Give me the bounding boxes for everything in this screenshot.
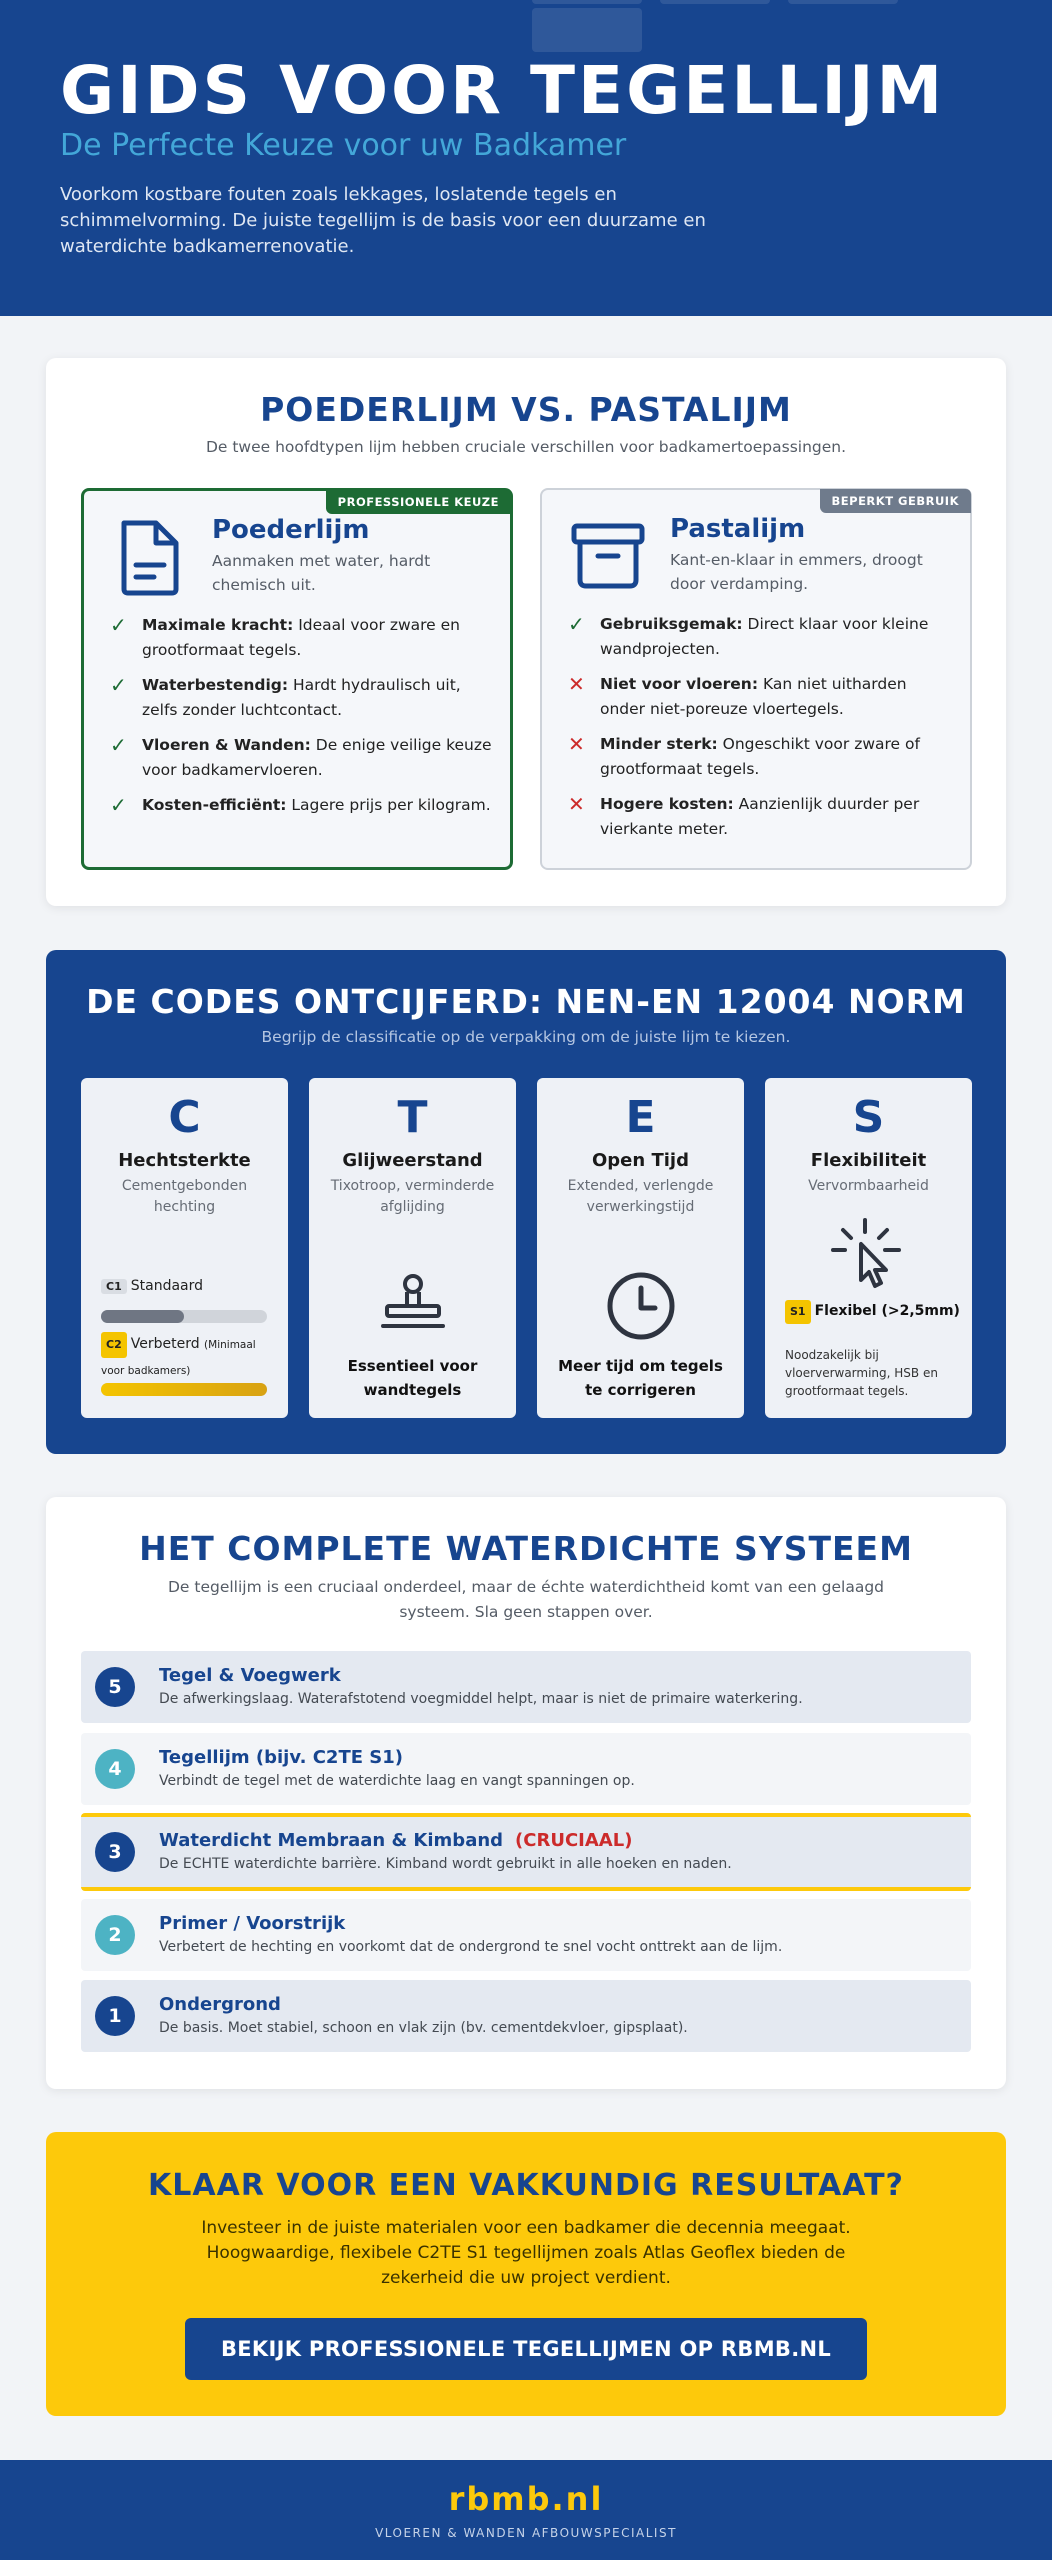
code-sub: Vervormbaarheid [808, 1178, 929, 1194]
layer-desc: De ECHTE waterdichte barrière. Kimband wordt gebruikt in alle hoeken en naden. [159, 1856, 732, 1872]
poederlijm-title: Poederlijm [212, 515, 370, 545]
list-item: ✓ Gebruiksgemak: Direct klaar voor kleine wandprojecten. [568, 612, 929, 658]
code-name: Glijweerstand [342, 1150, 483, 1171]
list-item: ✕ Minder sterk: Ongeschikt voor zware of grootformaat tegels. [568, 732, 920, 778]
code-card-t [309, 1078, 516, 1418]
layer-title: Ondergrond [159, 1994, 281, 2015]
list-item: ✓ Kosten-efficiënt: Lagere prijs per kilogram. [110, 793, 491, 817]
code-card-e [537, 1078, 744, 1418]
list-item: ✓ Waterbestendig: Hardt hydraulisch uit, zelfs zonder luchtcontact. [110, 673, 461, 719]
footer [0, 2460, 1052, 2560]
layer-1 [81, 1980, 971, 2052]
c1-row [101, 1278, 203, 1294]
cross-icon: ✕ [568, 792, 585, 816]
check-icon: ✓ [110, 613, 127, 637]
s1-desc: Noodzakelijk bij vloerverwarming, HSB en grootformaat tegels. [785, 1348, 938, 1398]
check-icon: ✓ [110, 733, 127, 757]
intro-text: Voorkom kostbare fouten zoals lekkages, loslatende tegels en schimmelvorming. De juiste tegellijm is de basis voor een duurzame en waterdichte badkamerrenovatie. [60, 184, 706, 257]
layer-4 [81, 1733, 971, 1805]
cta-title: KLAAR VOOR EEN VAKKUNDIG RESULTAAT? [148, 2168, 904, 2203]
c2-tag: C2 [101, 1332, 127, 1358]
pastalijm-list [564, 612, 954, 852]
cta-button[interactable]: BEKIJK PROFESSIONELE TEGELLIJMEN OP RBMB.NL [185, 2318, 867, 2380]
code-sub: Tixotroop, verminderde afglijding [330, 1178, 495, 1215]
layer-desc: Verbetert de hechting en voorkomt dat de ondergrond te snel vocht onttrekt aan de lijm. [159, 1939, 783, 1955]
codes-section [46, 950, 1006, 1454]
code-card-s [765, 1078, 972, 1418]
list-item: ✓ Vloeren & Wanden: De enige veilige keuze voor badkamervloeren. [110, 733, 492, 779]
list-item: ✕ Niet voor vloeren: Kan niet uitharden onder niet-poreuze vloertegels. [568, 672, 907, 718]
layer-title: Waterdicht Membraan & Kimband (CRUCIAAL) [159, 1830, 633, 1851]
cursor-click-icon [829, 1214, 909, 1294]
page-subtitle: De Perfecte Keuze voor uw Badkamer [60, 128, 627, 163]
comparison-title: POEDERLIJM VS. PASTALIJM [260, 390, 792, 429]
cross-icon: ✕ [568, 672, 585, 696]
layer-title: Tegel & Voegwerk [159, 1665, 341, 1686]
pastalijm-desc: Kant-en-klaar in emmers, droogt door verdamping. [670, 551, 923, 593]
layer-desc: De afwerkingslaag. Waterafstotend voegmiddel helpt, maar is niet de primaire waterkering. [159, 1691, 803, 1707]
code-note: Meer tijd om tegels te corrigeren [558, 1357, 723, 1399]
layer-desc: Verbindt de tegel met de waterdichte laag en vangt spanningen op. [159, 1773, 635, 1789]
codes-subtitle: Begrijp de classificatie op de verpakking om de juiste lijm te kiezen. [261, 1028, 791, 1046]
layer-number: 1 [95, 1996, 135, 2036]
layer-title: Tegellijm (bijv. C2TE S1) [159, 1747, 404, 1768]
code-letter: T [397, 1092, 428, 1143]
c1-bar-track [101, 1310, 267, 1323]
hero-header [0, 0, 1052, 316]
c2-note: (Minimaal voor badkamers) [101, 1339, 256, 1377]
professional-badge: PROFESSIONELE KEUZE [326, 490, 511, 514]
c2-bar-track [101, 1383, 267, 1396]
comparison-section [46, 358, 1006, 906]
system-section [46, 1497, 1006, 2089]
code-letter: S [852, 1092, 885, 1143]
s1-tag: S1 [785, 1300, 811, 1324]
s1-row [785, 1300, 960, 1324]
footer-tagline: VLOEREN & WANDEN AFBOUWSPECIALIST [375, 2526, 677, 2540]
poederlijm-card [81, 488, 513, 870]
layer-number: 3 [95, 1832, 135, 1872]
code-letter: C [168, 1092, 201, 1143]
clock-icon [605, 1270, 677, 1342]
cta-section [46, 2132, 1006, 2416]
code-note: Essentieel voor wandtegels [347, 1357, 478, 1399]
c2-label: Verbeterd [130, 1336, 200, 1352]
c1-bar-fill [101, 1310, 184, 1323]
layer-5 [81, 1651, 971, 1723]
system-subtitle: De tegellijm is een cruciaal onderdeel, maar de échte waterdichtheid komt van een gelaagd systeem. Sla geen stappen over. [167, 1578, 885, 1621]
list-item: ✕ Hogere kosten: Aanzienlijk duurder per vierkante meter. [568, 792, 920, 838]
c2-bar-fill [101, 1383, 267, 1396]
cross-icon: ✕ [568, 732, 585, 756]
check-icon: ✓ [110, 673, 127, 697]
poederlijm-list [106, 613, 496, 828]
system-title: HET COMPLETE WATERDICHTE SYSTEEM [139, 1529, 913, 1568]
bucket-icon [568, 516, 648, 596]
code-name: Flexibiliteit [810, 1150, 927, 1171]
pastalijm-title: Pastalijm [670, 514, 806, 544]
layer-desc: De basis. Moet stabiel, schoon en vlak zijn (bv. cementdekvloer, gipsplaat). [159, 2020, 688, 2036]
critical-label: (CRUCIAAL) [515, 1830, 633, 1851]
list-item: ✓ Maximale kracht: Ideaal voor zware en grootformaat tegels. [110, 613, 460, 659]
stamp-icon [375, 1270, 451, 1334]
s1-label: Flexibel (>2,5mm) [814, 1303, 960, 1319]
document-icon [118, 517, 182, 597]
code-name: Open Tijd [592, 1150, 689, 1171]
code-card-c [81, 1078, 288, 1418]
cta-text: Investeer in de juiste materialen voor een badkamer die decennia meegaat. Hoogwaardige, flexibele C2TE S1 tegellijmen zoals Atlas Geoflex bieden de zekerheid die uw project verdient. [201, 2218, 851, 2288]
c1-label: Standaard [130, 1278, 204, 1294]
layer-2 [81, 1899, 971, 1971]
footer-brand[interactable]: rbmb.nl [448, 2480, 604, 2518]
code-sub: Extended, verlengde verwerkingstijd [567, 1178, 714, 1215]
code-sub: Cementgebonden hechting [121, 1178, 248, 1215]
layer-number: 4 [95, 1749, 135, 1789]
check-icon: ✓ [110, 793, 127, 817]
poederlijm-desc: Aanmaken met water, hardt chemisch uit. [212, 552, 431, 594]
c1-tag: C1 [101, 1279, 127, 1294]
layer-title: Primer / Voorstrijk [159, 1913, 346, 1934]
check-icon: ✓ [568, 612, 585, 636]
layer-number: 5 [95, 1667, 135, 1707]
comparison-subtitle: De twee hoofdtypen lijm hebben cruciale verschillen voor badkamertoepassingen. [205, 438, 847, 456]
c2-row [101, 1332, 281, 1383]
layer-number: 2 [95, 1915, 135, 1955]
page-title: GIDS VOOR TEGELLIJM [60, 52, 946, 129]
limited-use-badge: BEPERKT GEBRUIK [820, 489, 971, 513]
pastalijm-card [540, 488, 972, 870]
code-letter: E [625, 1092, 656, 1143]
codes-title: DE CODES ONTCIJFERD: NEN-EN 12004 NORM [86, 982, 966, 1021]
code-name: Hechtsterkte [118, 1150, 251, 1171]
hero-decoration [532, 0, 1012, 20]
layer-3 [81, 1813, 971, 1891]
